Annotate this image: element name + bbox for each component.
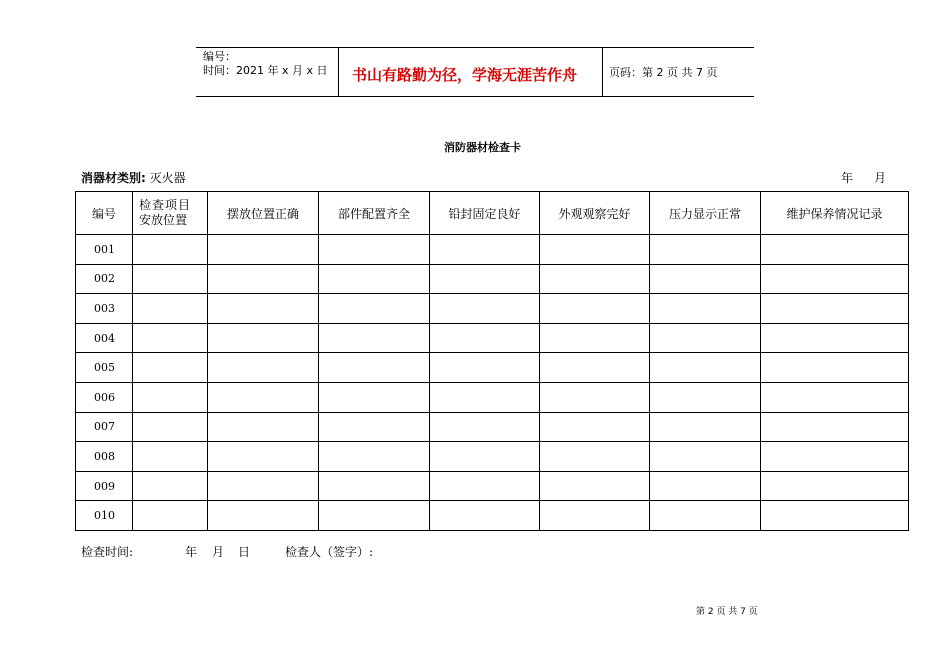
cell-seal[interactable]: [430, 412, 540, 442]
header-page-label: 页码：第 2 页 共 7 页: [609, 66, 718, 79]
cell-location[interactable]: [133, 412, 208, 442]
header-number-label: 编号：: [203, 50, 236, 63]
header-motto: 书山有路勤为径，学海无涯苦作舟: [352, 66, 578, 84]
cell-seal[interactable]: [430, 501, 540, 531]
header-cell-maintenance: 维护保养情况记录: [761, 192, 909, 235]
cell-pressure[interactable]: [650, 264, 761, 294]
cell-location[interactable]: [133, 442, 208, 472]
table-row: [76, 501, 909, 531]
header-item-label: 检查项目: [139, 198, 192, 212]
cell-placement[interactable]: [208, 382, 319, 412]
table-row: [76, 353, 909, 383]
cell-pressure[interactable]: [650, 382, 761, 412]
row-number: 008: [76, 442, 133, 472]
cell-seal[interactable]: [430, 235, 540, 265]
cell-seal[interactable]: [430, 264, 540, 294]
cell-maintenance[interactable]: [761, 323, 909, 353]
cell-maintenance[interactable]: [761, 471, 909, 501]
cell-location[interactable]: [133, 264, 208, 294]
cell-placement[interactable]: [208, 323, 319, 353]
table-row: [76, 264, 909, 294]
cell-seal[interactable]: [430, 471, 540, 501]
category-row: [81, 169, 186, 186]
cell-placement[interactable]: [208, 442, 319, 472]
header-cell-seal: 铅封固定良好: [430, 192, 540, 235]
header-cell-placement: 摆放位置正确: [208, 192, 319, 235]
footer-month: 月: [212, 545, 225, 559]
header-cell-appearance: 外观观察完好: [540, 192, 650, 235]
row-number: 004: [76, 323, 133, 353]
table-row: [76, 294, 909, 324]
table-row: [76, 442, 909, 472]
cell-parts[interactable]: [319, 353, 430, 383]
cell-placement[interactable]: [208, 353, 319, 383]
cell-appearance[interactable]: [540, 353, 650, 383]
inspection-table: [75, 191, 909, 531]
cell-maintenance[interactable]: [761, 501, 909, 531]
table-row: [76, 323, 909, 353]
cell-maintenance[interactable]: [761, 353, 909, 383]
table-header-row: [76, 192, 909, 235]
inspector-label: 检查人（签字）:: [285, 545, 374, 559]
cell-placement[interactable]: [208, 264, 319, 294]
cell-parts[interactable]: [319, 235, 430, 265]
cell-pressure[interactable]: [650, 353, 761, 383]
cell-appearance[interactable]: [540, 471, 650, 501]
cell-pressure[interactable]: [650, 501, 761, 531]
cell-seal[interactable]: [430, 294, 540, 324]
cell-parts[interactable]: [319, 501, 430, 531]
footer-day: 日: [238, 545, 251, 559]
cell-location[interactable]: [133, 294, 208, 324]
cell-parts[interactable]: [319, 471, 430, 501]
cell-maintenance[interactable]: [761, 235, 909, 265]
year-label: 年: [841, 171, 854, 185]
page-footer: 第 2 页 共 7 页: [696, 607, 758, 617]
cell-seal[interactable]: [430, 353, 540, 383]
header-cell-pressure: 压力显示正常: [650, 192, 761, 235]
header-cell-parts: 部件配置齐全: [319, 192, 430, 235]
cell-parts[interactable]: [319, 412, 430, 442]
cell-placement[interactable]: [208, 501, 319, 531]
cell-appearance[interactable]: [540, 442, 650, 472]
row-number: 010: [76, 501, 133, 531]
cell-maintenance[interactable]: [761, 294, 909, 324]
cell-appearance[interactable]: [540, 323, 650, 353]
cell-parts[interactable]: [319, 442, 430, 472]
cell-pressure[interactable]: [650, 294, 761, 324]
cell-location[interactable]: [133, 382, 208, 412]
header-location-label: 安放位置: [139, 213, 188, 227]
cell-placement[interactable]: [208, 412, 319, 442]
footer-year: 年: [185, 545, 198, 559]
cell-pressure[interactable]: [650, 412, 761, 442]
row-number: 007: [76, 412, 133, 442]
cell-location[interactable]: [133, 501, 208, 531]
cell-seal[interactable]: [430, 382, 540, 412]
table-row: [76, 412, 909, 442]
cell-maintenance[interactable]: [761, 264, 909, 294]
row-number: 005: [76, 353, 133, 383]
cell-pressure[interactable]: [650, 442, 761, 472]
header-cell-number: 编号: [76, 192, 133, 235]
cell-appearance[interactable]: [540, 264, 650, 294]
month-label: 月: [874, 171, 887, 185]
category-value: 灭火器: [149, 171, 186, 185]
table-row: [76, 382, 909, 412]
category-label: 消器材类别:: [81, 171, 146, 185]
row-number: 006: [76, 382, 133, 412]
header-time-label: 时间：2021 年 x 月 x 日: [203, 64, 328, 77]
cell-location[interactable]: [133, 235, 208, 265]
cell-appearance[interactable]: [540, 382, 650, 412]
header-top-border: [196, 47, 754, 48]
cell-seal[interactable]: [430, 442, 540, 472]
cell-placement[interactable]: [208, 235, 319, 265]
cell-location[interactable]: [133, 471, 208, 501]
row-number: 003: [76, 294, 133, 324]
header-divider-left: [338, 47, 339, 97]
cell-parts[interactable]: [319, 382, 430, 412]
cell-appearance[interactable]: [540, 235, 650, 265]
cell-location[interactable]: [133, 353, 208, 383]
cell-location[interactable]: [133, 323, 208, 353]
cell-placement[interactable]: [208, 294, 319, 324]
cell-appearance[interactable]: [540, 501, 650, 531]
cell-maintenance[interactable]: [761, 412, 909, 442]
cell-appearance[interactable]: [540, 294, 650, 324]
header-divider-right: [602, 47, 603, 97]
cell-maintenance[interactable]: [761, 442, 909, 472]
check-time-label: 检查时间:: [81, 545, 134, 559]
row-number: 009: [76, 471, 133, 501]
cell-appearance[interactable]: [540, 412, 650, 442]
cell-parts[interactable]: [319, 294, 430, 324]
table-row: [76, 471, 909, 501]
cell-maintenance[interactable]: [761, 382, 909, 412]
row-number: 002: [76, 264, 133, 294]
cell-parts[interactable]: [319, 323, 430, 353]
header-bottom-border: [196, 96, 754, 97]
form-title: 消防器材检查卡: [444, 141, 521, 154]
table-row: [76, 235, 909, 265]
cell-pressure[interactable]: [650, 323, 761, 353]
cell-pressure[interactable]: [650, 235, 761, 265]
cell-seal[interactable]: [430, 323, 540, 353]
cell-parts[interactable]: [319, 264, 430, 294]
cell-pressure[interactable]: [650, 471, 761, 501]
cell-placement[interactable]: [208, 471, 319, 501]
header-cell-item-location: [133, 192, 208, 235]
row-number: 001: [76, 235, 133, 265]
